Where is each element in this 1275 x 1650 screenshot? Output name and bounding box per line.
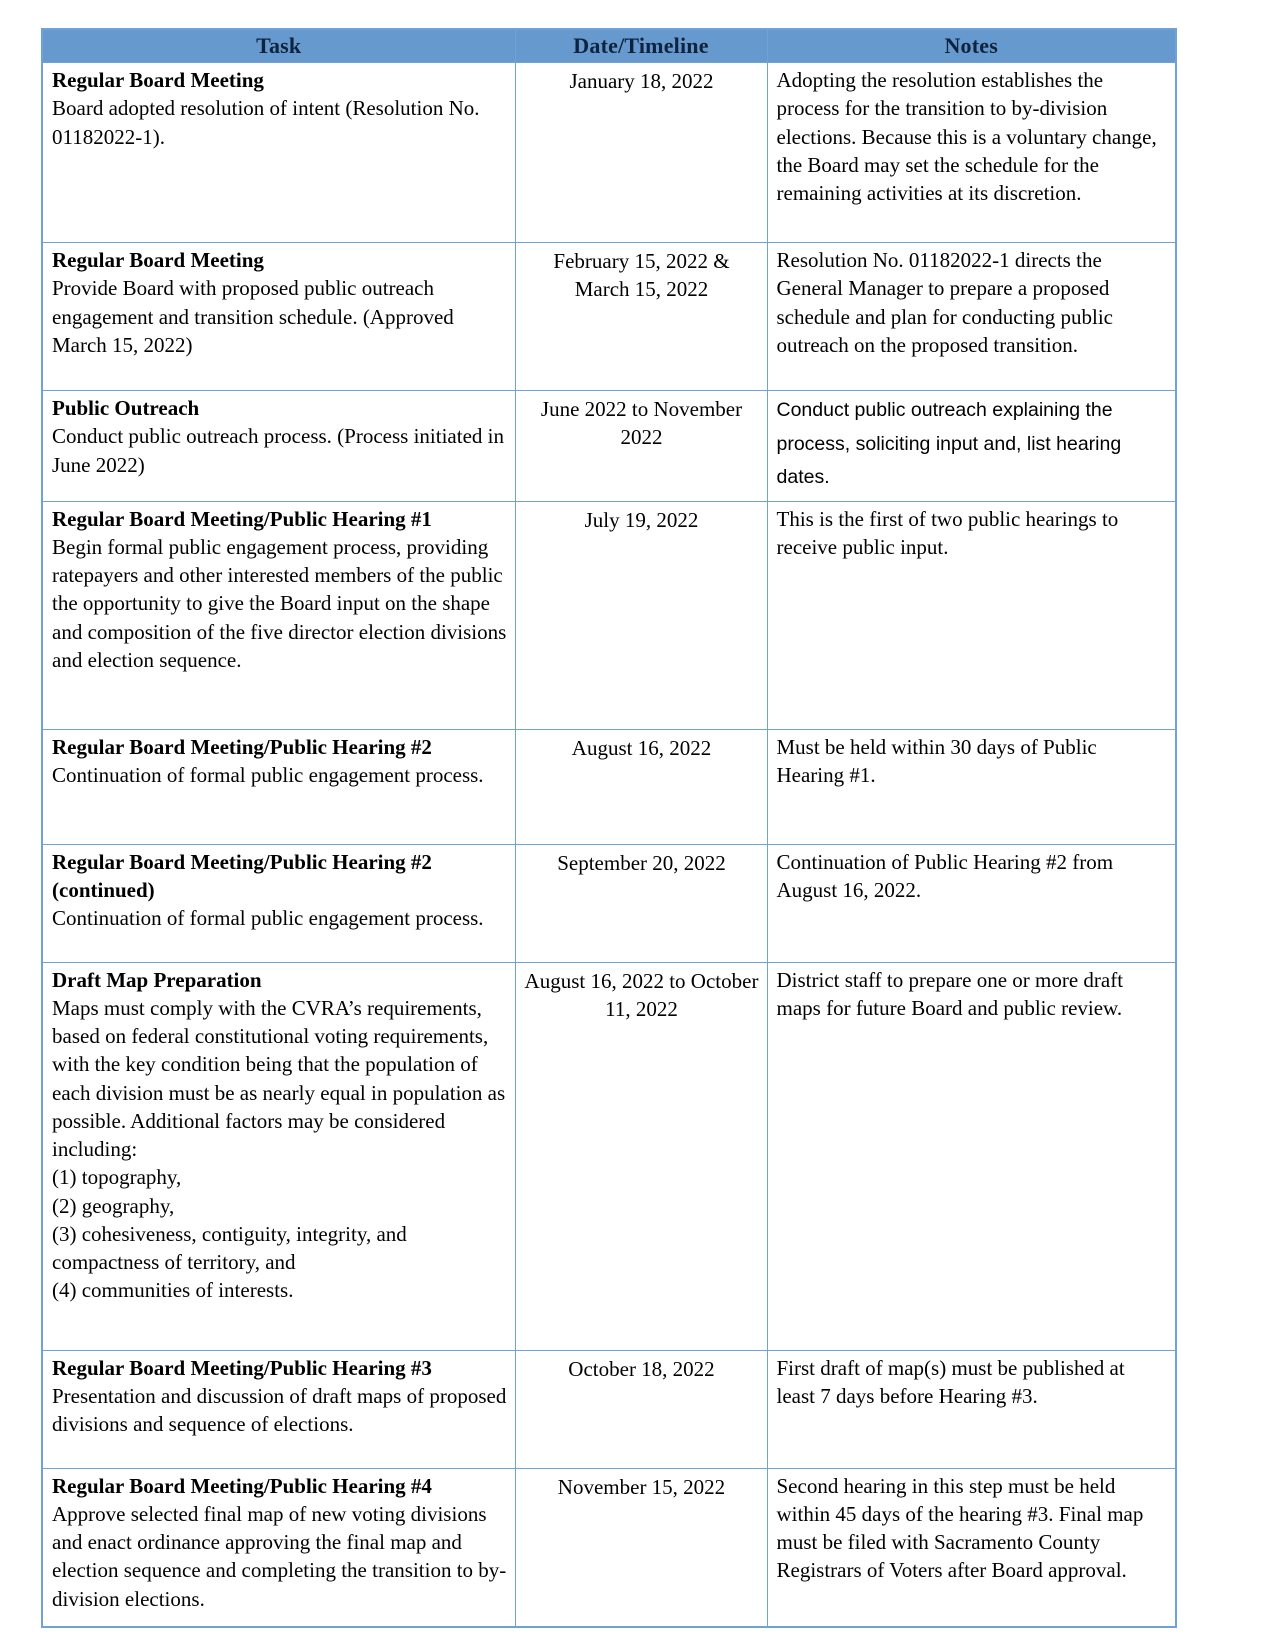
notes-cell: District staff to prepare one or more draft maps for future Board and public review. bbox=[767, 962, 1176, 1350]
table-row bbox=[42, 63, 1176, 243]
task-body: Provide Board with proposed public outreach engagement and transition schedule. (Approved March 15, 2022) bbox=[52, 276, 454, 357]
notes-cell: Must be held within 30 days of Public Hearing #1. bbox=[767, 729, 1176, 844]
task-body: Begin formal public engagement process, providing ratepayers and other interested members of the public the opportunity to give the Board input on the shape and composition of the five director election divisions and election sequence. bbox=[52, 534, 507, 672]
notes-cell: Resolution No. 01182022-1 directs the General Manager to prepare a proposed schedule and plan for conducting public outreach on the proposed transition. bbox=[767, 243, 1176, 391]
task-title: Regular Board Meeting/Public Hearing #1 bbox=[52, 506, 432, 531]
header-row bbox=[42, 29, 1176, 63]
task-title: Regular Board Meeting/Public Hearing #4 bbox=[52, 1473, 432, 1498]
task-body: Continuation of formal public engagement process. bbox=[52, 762, 484, 787]
task-title: Regular Board Meeting/Public Hearing #2 (continued) bbox=[52, 849, 432, 902]
task-cell bbox=[42, 1350, 515, 1468]
table-row bbox=[42, 729, 1176, 844]
notes-cell: This is the first of two public hearings to receive public input. bbox=[767, 501, 1176, 729]
notes-cell: Continuation of Public Hearing #2 from August 16, 2022. bbox=[767, 844, 1176, 962]
notes-cell: Adopting the resolution establishes the process for the transition to by-division elections. Because this is a voluntary change, the Board may set the schedule for the remaining activities at its discretion. bbox=[767, 63, 1176, 243]
table-row bbox=[42, 501, 1176, 729]
table-row bbox=[42, 844, 1176, 962]
task-body: Continuation of formal public engagement process. bbox=[52, 906, 484, 931]
task-title: Regular Board Meeting/Public Hearing #3 bbox=[52, 1355, 432, 1380]
task-cell bbox=[42, 962, 515, 1350]
task-list-item: (3) cohesiveness, contiguity, integrity, and compactness of territory, and bbox=[52, 1221, 407, 1275]
task-title: Regular Board Meeting bbox=[52, 248, 264, 273]
task-title: Regular Board Meeting bbox=[52, 68, 264, 93]
task-body: Maps must comply with the CVRA’s requirements, based on federal constitutional voting requirements, with the key condition being that the population of each division must be as nearly equal in population as possible. Additional factors may be considered including: bbox=[52, 995, 506, 1162]
table-row bbox=[42, 962, 1176, 1350]
column-header-notes: Notes bbox=[767, 29, 1176, 63]
date-cell: August 16, 2022 bbox=[515, 729, 767, 844]
task-cell bbox=[42, 844, 515, 962]
task-cell bbox=[42, 729, 515, 844]
task-cell bbox=[42, 1468, 515, 1627]
task-body: Presentation and discussion of draft maps of proposed divisions and sequence of elections. bbox=[52, 1383, 507, 1437]
task-list-item: (2) geography, bbox=[52, 1193, 175, 1218]
table-row bbox=[42, 1350, 1176, 1468]
task-body: Conduct public outreach process. (Process initiated in June 2022) bbox=[52, 424, 504, 477]
date-cell: October 18, 2022 bbox=[515, 1350, 767, 1468]
table-body bbox=[42, 63, 1176, 1627]
task-body: Board adopted resolution of intent (Resolution No. 01182022-1). bbox=[52, 96, 480, 149]
column-header-task: Task bbox=[42, 29, 515, 63]
task-cell bbox=[42, 243, 515, 391]
task-cell bbox=[42, 63, 515, 243]
table-row bbox=[42, 1468, 1176, 1627]
task-body: Approve selected final map of new voting divisions and enact ordinance approving the final map and election sequence and completing the transition to by-division elections. bbox=[52, 1501, 507, 1611]
task-list-item: (4) communities of interests. bbox=[52, 1278, 294, 1303]
date-cell: November 15, 2022 bbox=[515, 1468, 767, 1627]
task-cell bbox=[42, 501, 515, 729]
task-list bbox=[52, 1163, 507, 1304]
date-cell: January 18, 2022 bbox=[515, 63, 767, 243]
task-list-item: (1) topography, bbox=[52, 1165, 182, 1190]
table-row bbox=[42, 243, 1176, 391]
task-title: Public Outreach bbox=[52, 396, 200, 421]
date-cell: August 16, 2022 to October 11, 2022 bbox=[515, 962, 767, 1350]
date-cell: September 20, 2022 bbox=[515, 844, 767, 962]
table-header bbox=[42, 29, 1176, 63]
notes-cell: First draft of map(s) must be published at least 7 days before Hearing #3. bbox=[767, 1350, 1176, 1468]
notes-cell: Second hearing in this step must be held within 45 days of the hearing #3. Final map must be filed with Sacramento County Registrars of Voters after Board approval. bbox=[767, 1468, 1176, 1627]
date-cell: June 2022 to November 2022 bbox=[515, 391, 767, 502]
notes-cell: Conduct public outreach explaining the process, soliciting input and, list hearing dates. bbox=[767, 391, 1176, 502]
column-header-date: Date/Timeline bbox=[515, 29, 767, 63]
task-title: Regular Board Meeting/Public Hearing #2 bbox=[52, 734, 432, 759]
table-row bbox=[42, 391, 1176, 502]
task-title: Draft Map Preparation bbox=[52, 967, 262, 992]
date-cell: July 19, 2022 bbox=[515, 501, 767, 729]
task-cell bbox=[42, 391, 515, 502]
date-cell: February 15, 2022 & March 15, 2022 bbox=[515, 243, 767, 391]
transition-schedule-table bbox=[41, 28, 1177, 1628]
